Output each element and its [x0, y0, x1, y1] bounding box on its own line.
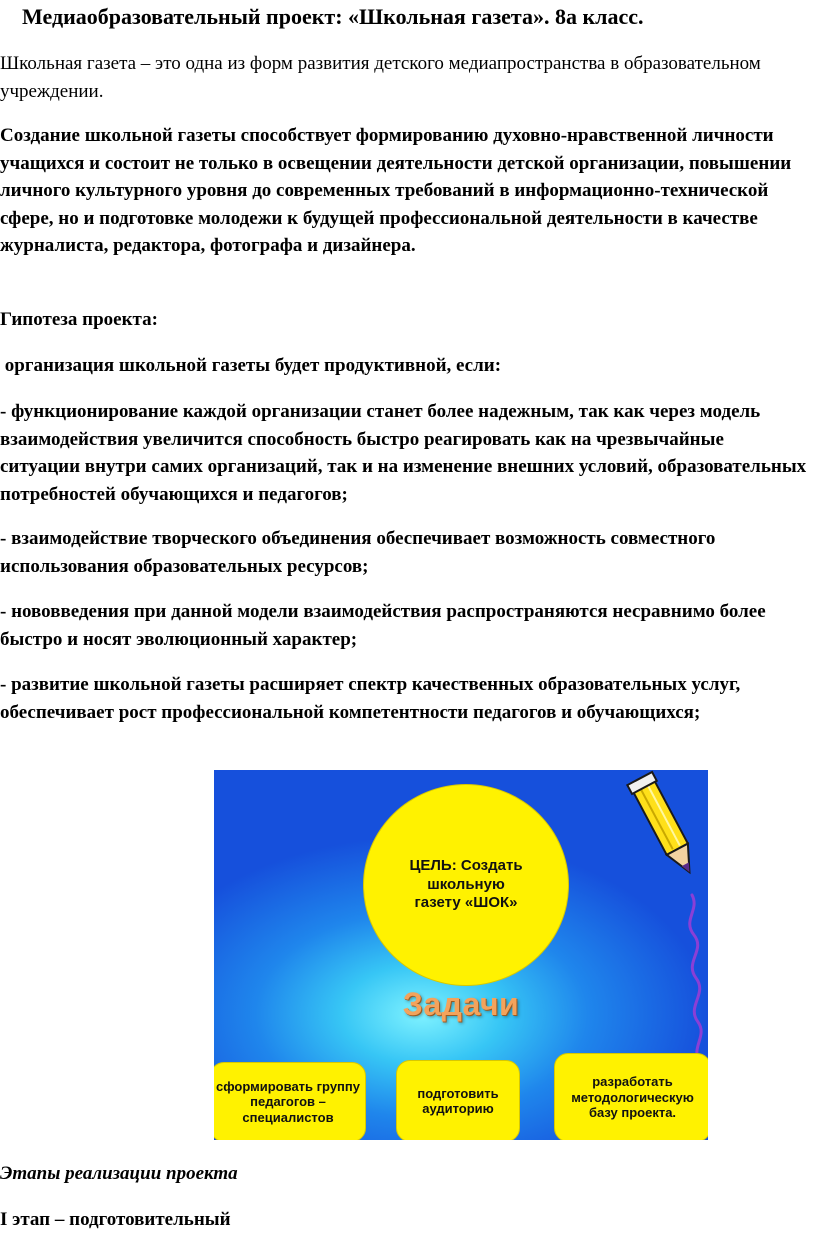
- hypothesis-point: - взаимодействие творческого объединения обеспечивает возможность совместного использования образовательных ресурсов;: [0, 528, 716, 577]
- task-box: [214, 1062, 366, 1140]
- goal-circle: [363, 784, 569, 986]
- hypothesis-point: - развитие школьной газеты расширяет спектр качественных образовательных услуг, обеспечивает рост профессиональной компетентности педагогов и обучающихся;: [0, 674, 741, 723]
- purpose-paragraph: Создание школьной газеты способствует формированию духовно-нравственной личности учащихся и состоит не только в освещении деятельности детской организации, повышении личного культурного уровня до современных требований в информационно-технической сфере, но и подготовке молодежи к будущей профессиональной деятельности в качестве журналиста, редактора, фотографа и дизайнера.: [0, 125, 792, 256]
- goal-tasks-slide: [214, 770, 708, 1140]
- hypothesis-lead: организация школьной газеты будет продуктивной, если:: [0, 355, 502, 376]
- hypothesis-point: - функционирование каждой организации станет более надежным, так как через модель взаимодействия увеличится способность быстро реагировать как на чрезвычайные ситуации внутри самих организаций, так и на изменение внешних условий, образовательных потребностей обучающихся и педагогов;: [0, 401, 807, 505]
- task-text: подготовить аудиторию: [417, 1085, 499, 1116]
- intro-paragraph: Школьная газета – это одна из форм развития детского медиапространства в образовательном учреждении.: [0, 53, 761, 102]
- task-text: разработать методологическую базу проекта.: [571, 1074, 694, 1121]
- tasks-title: Задачи: [402, 986, 520, 1022]
- stages-heading: Этапы реализации проекта: [0, 1163, 238, 1184]
- task-text: сформировать группу педагогов – специалистов: [215, 1078, 360, 1125]
- squiggle-line-decoration: [690, 895, 701, 1062]
- pencil-icon: [627, 772, 701, 879]
- hypothesis-point: - нововведения при данной модели взаимодействия распространяются несравнимо более быстро и носят эволюционный характер;: [0, 601, 766, 650]
- task-box: [554, 1053, 708, 1140]
- goal-text: ЦЕЛЬ: Создать школьную газету «ШОК»: [409, 857, 523, 912]
- document-title: Медиаобразовательный проект: «Школьная газета». 8а класс.: [22, 4, 644, 29]
- task-box: [396, 1060, 520, 1140]
- hypothesis-heading: Гипотеза проекта:: [0, 309, 158, 330]
- stage-1-heading: I этап – подготовительный: [0, 1209, 231, 1230]
